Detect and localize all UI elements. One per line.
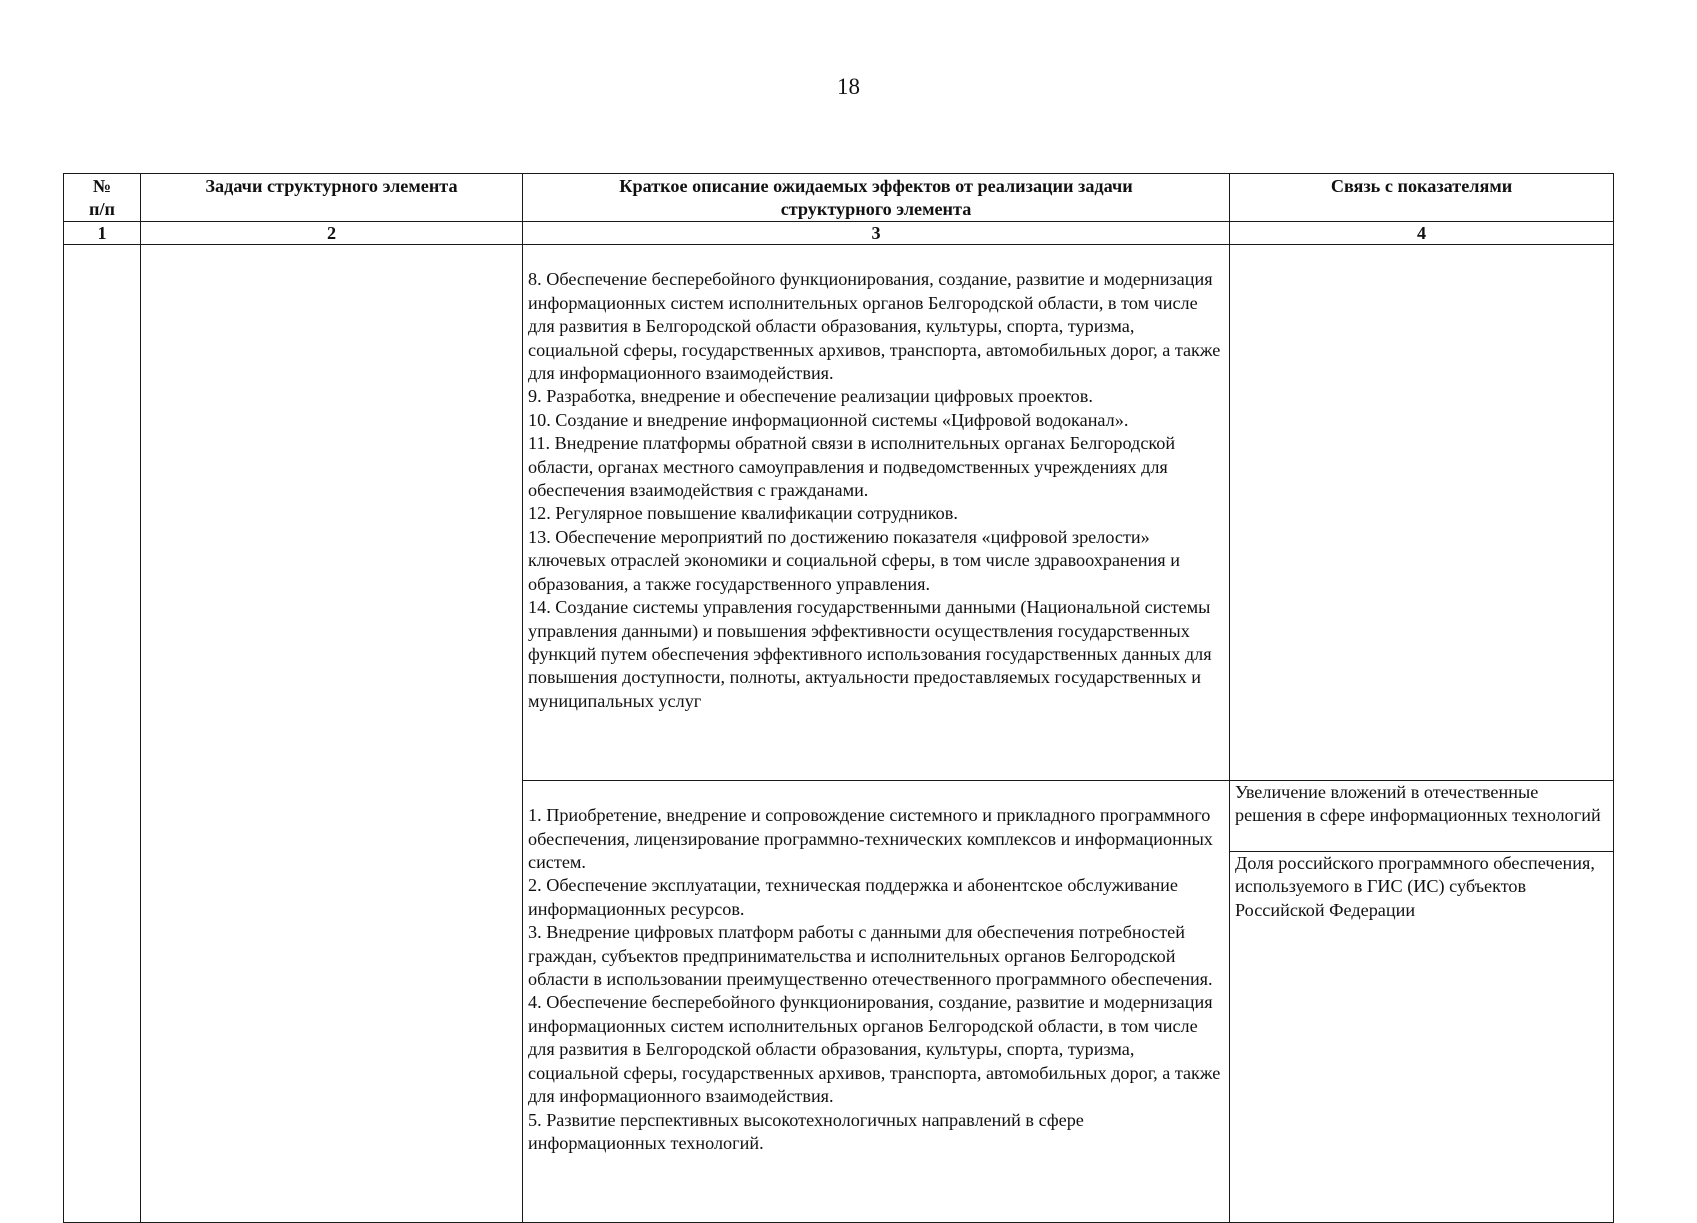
indicators-cell [1230,780,1614,1222]
indicators-cell [1230,245,1614,781]
column-number: 3 [523,222,1230,245]
column-number-row [64,222,1614,245]
row-number-cell [64,245,141,1223]
indicator-item: Доля российского программного обеспечения, используемого в ГИС (ИС) субъектов Российской Федерации [1235,852,1595,920]
column-number: 2 [141,222,523,245]
table-row [64,245,1614,781]
description-cell [523,780,1230,1222]
indicator-item: Увеличение вложений в отечественные решения в сфере информационных технологий [1230,781,1613,852]
description-text: 8. Обеспечение бесперебойного функционирования, создание, развитие и модернизация информационных систем исполнительных органов Белгородской области, в том числе для развития в Белгородской области образования, культуры, спорта, туризма, социальной сферы, государственных архивов, транспорта, автомобильных дорог, а также для информационного взаимодействия. 9. Разработка, внедрение и обеспечение реализации цифровых проектов. 10. Создание и внедрение информационной системы «Цифровой водоканал». 11. Внедрение платформы обратной связи в исполнительных органах Белгородской области, органах местного самоуправления и подведомственных учреждениях для обеспечения взаимодействия с гражданами. 12. Регулярное повышение квалификации сотрудников. 13. Обеспечение мероприятий по достижению показателя «цифровой зрелости» ключевых отраслей экономики и социальной сферы, в том числе здравоохранения и образования, а также государственного управления. 14. Создание системы управления государственными данными (Национальной системы управления данными) и повышения эффективности осуществления государственных функций путем обеспечения эффективного использования государственных данных для повышения доступности, полноты, актуальности предоставляемых государственных и муниципальных услуг [528,269,1221,711]
header-number: № п/п [64,174,141,222]
header-description: Краткое описание ожидаемых эффектов от реализации задачи структурного элемента [523,174,1230,222]
table-header-row [64,174,1614,222]
column-number: 4 [1230,222,1614,245]
column-number: 1 [64,222,141,245]
header-tasks: Задачи структурного элемента [141,174,523,222]
page-number: 18 [837,74,860,99]
description-cell [523,245,1230,781]
description-text: 1. Приобретение, внедрение и сопровождение системного и прикладного программного обеспечения, лицензирование программно-технических комплексов и информационных систем. 2. Обеспечение эксплуатации, техническая поддержка и абонентское обслуживание информационных ресурсов. 3. Внедрение цифровых платформ работы с данными для обеспечения потребностей граждан, субъектов предпринимательства и исполнительных органов Белгородской области в использовании преимущественно отечественного программного обеспечения. 4. Обеспечение бесперебойного функционирования, создание, развитие и модернизация информационных систем исполнительных органов Белгородской области, в том числе для развития в Белгородской области образования, культуры, спорта, туризма, социальной сферы, государственных архивов, транспорта, автомобильных дорог, а также для информационного взаимодействия. 5. Развитие перспективных высокотехнологичных направлений в сфере информационных технологий. [528,805,1221,1153]
task-cell [141,245,523,1223]
header-indicators: Связь с показателями [1230,174,1614,222]
structural-element-table [63,173,1614,1223]
